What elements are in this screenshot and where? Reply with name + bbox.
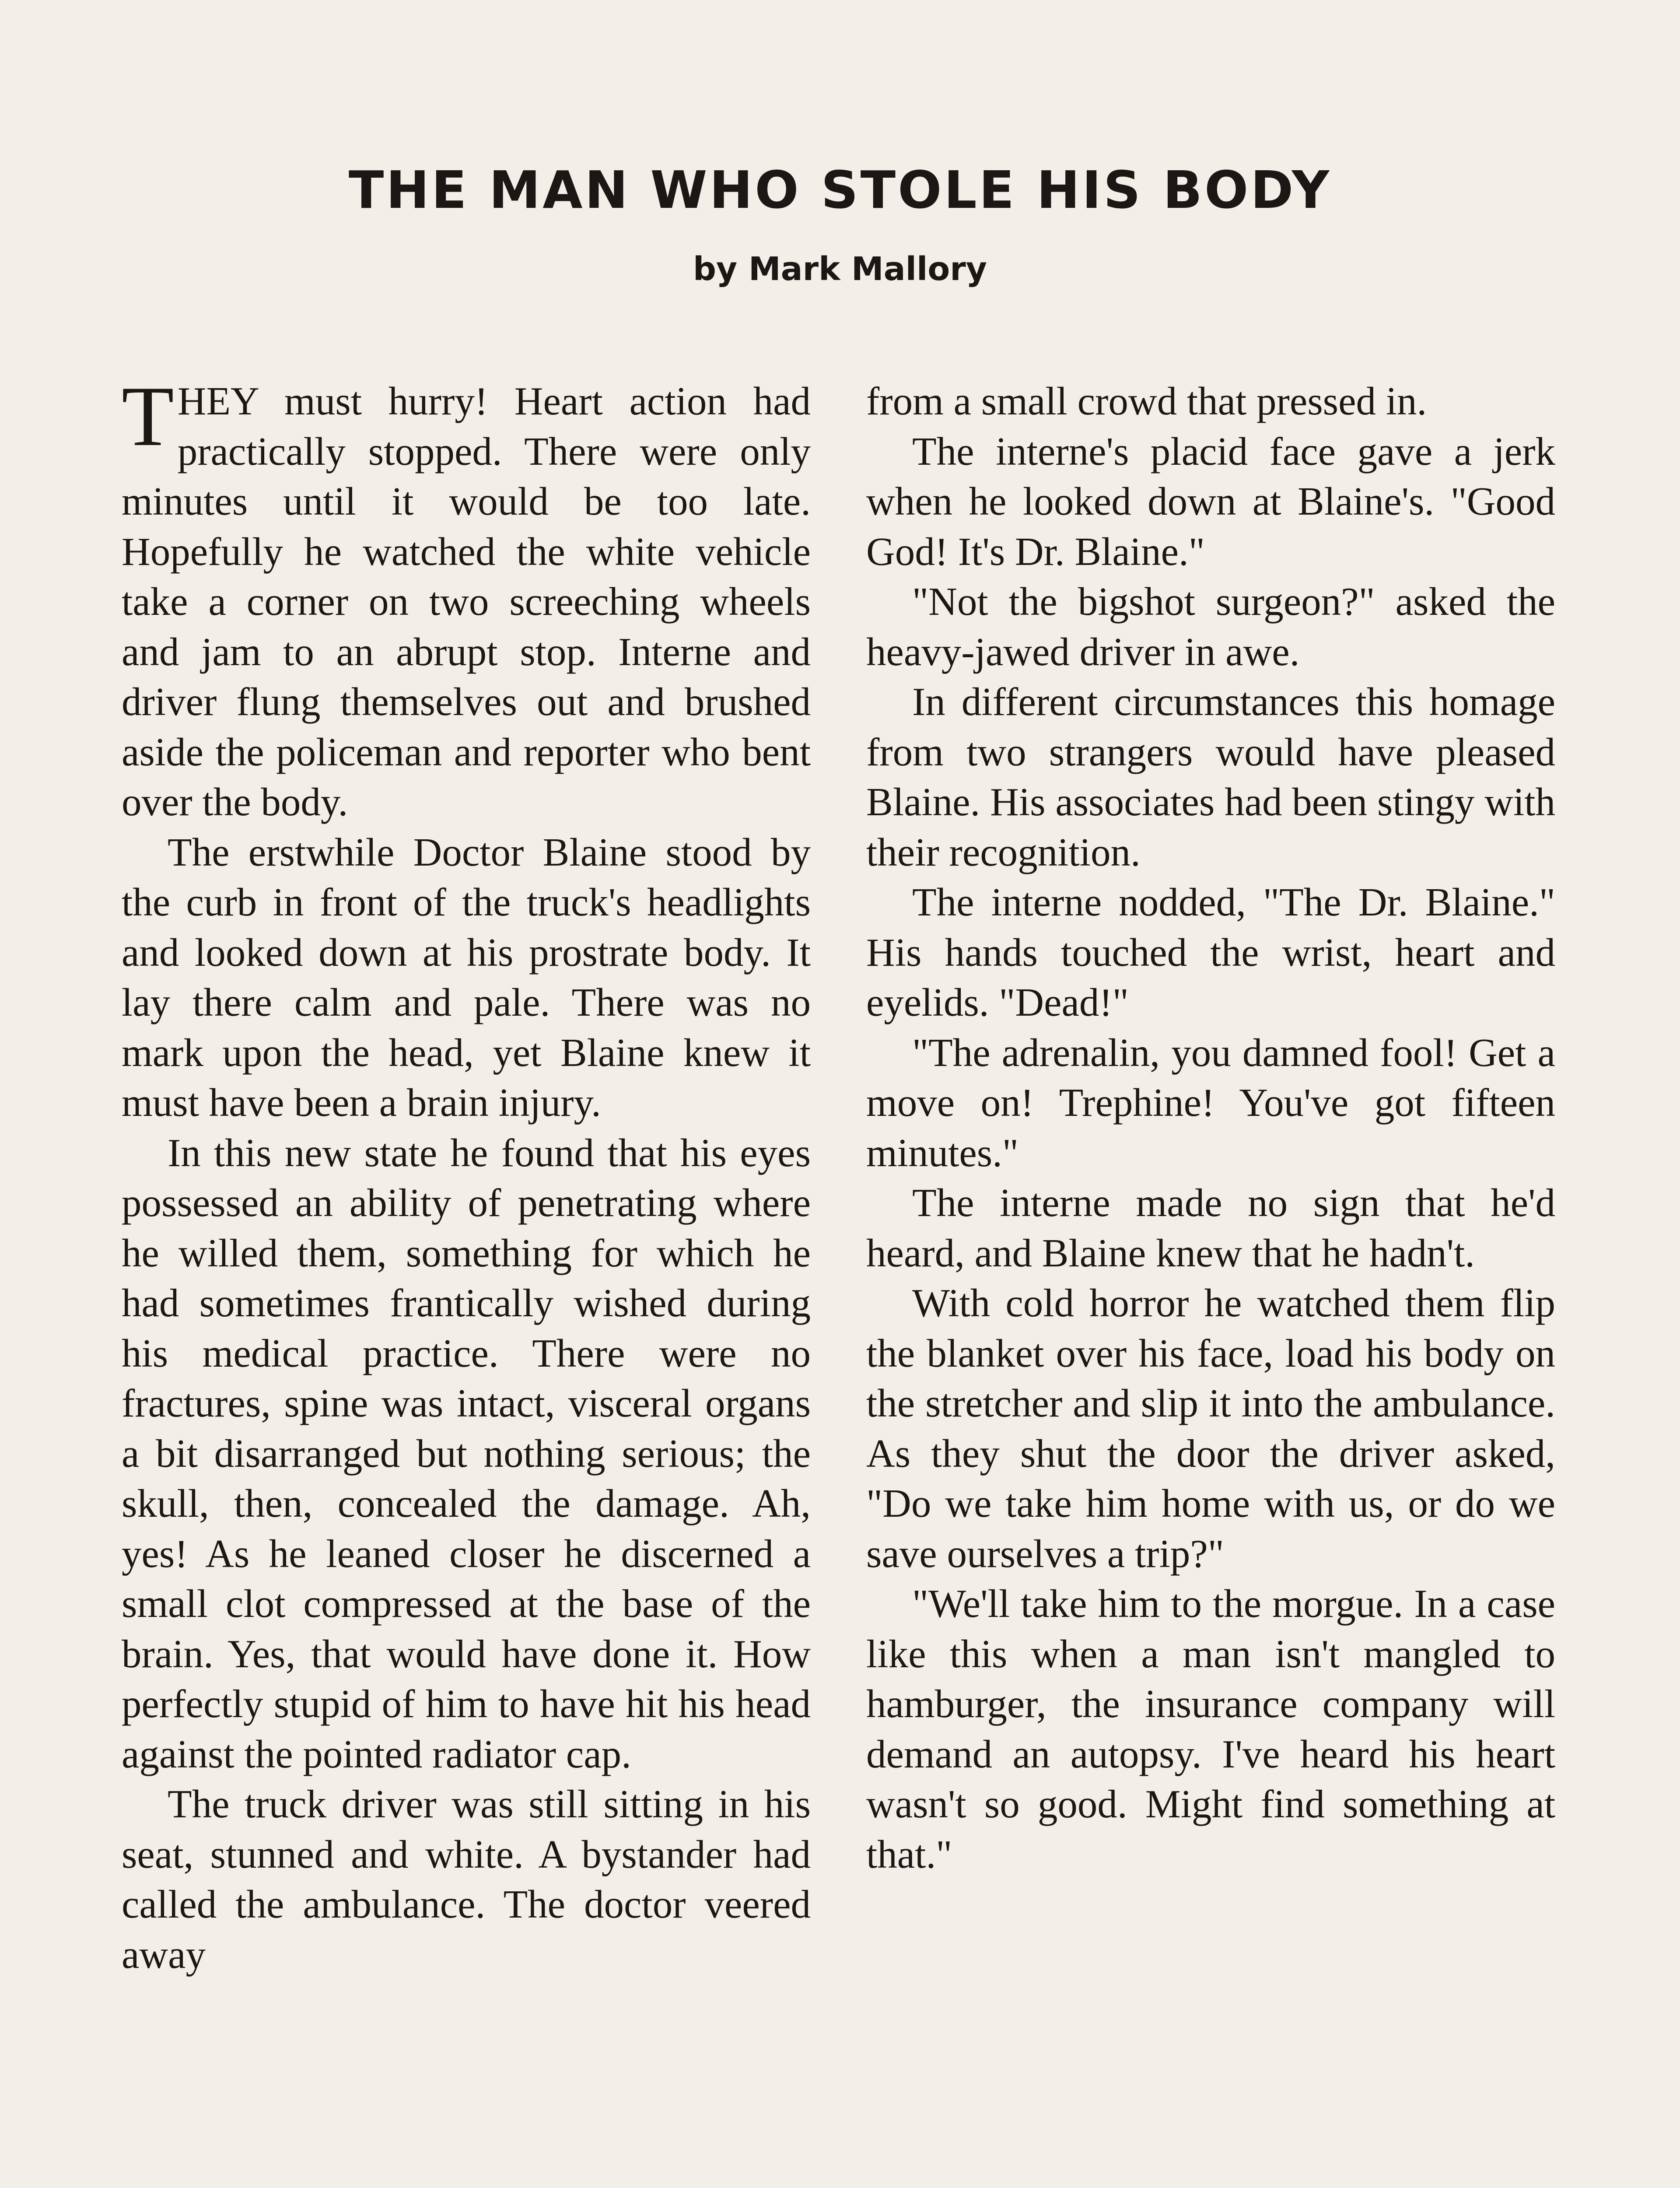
body-paragraph: from a small crowd that pressed in. — [866, 379, 1427, 423]
body-paragraph: The interne's placid face gave a jerk when he looked down at Blaine's. "Good God! It's Dr. Blaine." — [866, 429, 1555, 574]
body-paragraph: With cold horror he watched them flip the blanket over his face, load his body on the stretcher and slip it into the ambulance. As they shut the door the driver asked, "Do we take him home with us, or do we save ourselves a trip?" — [866, 1281, 1555, 1576]
body-paragraph: In different circumstances this homage from two strangers would have pleased Blaine. His associates had been stingy with their recognition. — [866, 680, 1555, 874]
paragraph-text: HEY must hurry! Heart action had practically stopped. There were only minutes until it would be too late. Hopefully he watched the white vehicle take a corner on two screeching wheels and jam to an abrupt stop. Interne and driver flung themselves out and brushed aside the policeman and reporter who bent over the body. — [122, 379, 811, 824]
article-byline: by Mark Mallory — [693, 250, 987, 288]
body-paragraph: The truck driver was still sitting in his seat, stunned and white. A bystander had called the ambulance. The doctor veered away — [122, 1782, 811, 1977]
body-paragraph: The interne made no sign that he'd heard, and Blaine knew that he hadn't. — [866, 1181, 1555, 1275]
body-paragraph: The interne nodded, "The Dr. Blaine." His hands touched the wrist, heart and eyelids. "Dead!" — [866, 880, 1555, 1024]
left-text-column — [122, 369, 811, 1980]
body-paragraph: The erstwhile Doctor Blaine stood by the curb in front of the truck's headlights and looked down at his prostrate body. It lay there calm and pale. There was no mark upon the head, yet Blaine knew it must have been a brain injury. — [122, 830, 811, 1125]
body-paragraph: "We'll take him to the morgue. In a case like this when a man isn't mangled to hamburger, the insurance company will demand an autopsy. I've heard his heart wasn't so good. Might find something at that." — [866, 1581, 1555, 1876]
body-paragraph: "The adrenalin, you damned fool! Get a move on! Trephine! You've got fifteen minutes." — [866, 1030, 1555, 1175]
drop-cap: T — [122, 369, 174, 464]
article-title: THE MAN WHO STOLE HIS BODY — [348, 160, 1332, 220]
body-paragraph — [122, 369, 811, 828]
body-paragraph: In this new state he found that his eyes possessed an ability of penetrating where he willed them, something for which he had sometimes frantically wished during his medical practice. There were no fractures, spine was intact, visceral organs a bit disarranged but nothing serious; the skull, then, concealed the damage. Ah, yes! As he leaned closer he discerned a small clot compressed at the base of the brain. Yes, that would have done it. How perfectly stupid of him to have hit his head against the pointed radiator cap. — [122, 1130, 811, 1776]
right-text-column — [866, 376, 1555, 1879]
body-paragraph: "Not the bigshot surgeon?" asked the heavy-jawed driver in awe. — [866, 579, 1555, 674]
